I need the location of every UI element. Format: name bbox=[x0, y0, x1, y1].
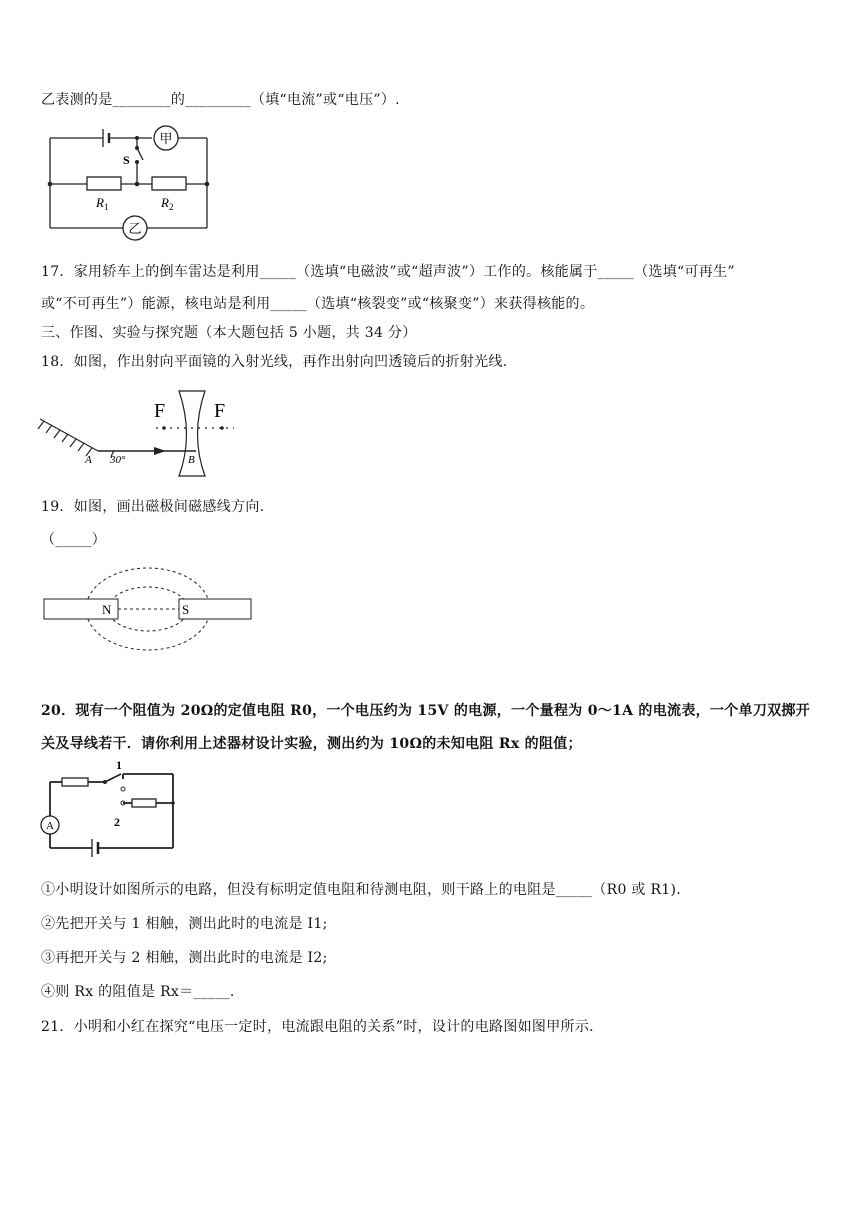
angle-label: 30° bbox=[110, 454, 126, 466]
step-1: ①小明设计如图所示的电路，但没有标明定值电阻和待测电阻，则干路上的电阻是_____（R0 或 R1). bbox=[41, 882, 682, 898]
ammeter-label: A bbox=[46, 820, 54, 832]
pole-n-label: N bbox=[102, 602, 112, 617]
q18-optics-diagram bbox=[38, 385, 248, 480]
terminal-1-label: 1 bbox=[116, 758, 122, 772]
step-3: ③再把开关与 2 相触，测出此时的电流是 I2; bbox=[41, 950, 328, 966]
step-4: ④则 Rx 的阻值是 Rx＝_____. bbox=[41, 984, 235, 1000]
q19-text: 19．如图，画出磁极间磁感线方向. bbox=[41, 499, 265, 515]
focus-right-label: F bbox=[214, 400, 226, 422]
q21-text: 21．小明和小红在探究“电压一定时，电流跟电阻的关系”时，设计的电路图如图甲所示. bbox=[41, 1019, 594, 1035]
terminal-2-label: 2 bbox=[114, 815, 120, 829]
meter-jia-label: 甲 bbox=[159, 131, 173, 146]
q20-line-1: 20．现有一个阻值为 20Ω的定值电阻 R0，一个电压约为 15V 的电源，一个量程为 0～1A 的电流表，一个单刀双掷开 bbox=[41, 703, 811, 719]
focus-left-label: F bbox=[154, 400, 166, 422]
q20-line-2: 关及导线若干．请你利用上述器材设计实验，测出约为 10Ω的未知电阻 Rx 的阻值； bbox=[41, 736, 582, 752]
q16-circuit-diagram bbox=[40, 118, 220, 243]
q17-line-1: 17．家用轿车上的倒车雷达是利用_____（选填“电磁波”或“超声波”）工作的。核能属于_____（选填“可再生” bbox=[41, 264, 735, 280]
point-b-label: B bbox=[188, 454, 195, 466]
pole-s-label: S bbox=[182, 602, 190, 617]
q16-text: 乙表测的是________的_________（填“电流”或“电压”）. bbox=[41, 92, 400, 108]
r2-label: $R_2$ bbox=[161, 195, 174, 212]
step-2: ②先把开关与 1 相触，测出此时的电流是 I1; bbox=[41, 916, 328, 932]
meter-yi-label: 乙 bbox=[128, 221, 142, 236]
q17-line-2: 或“不可再生”）能源，核电站是利用_____（选填“核裂变”或“核聚变”）来获得核能的。 bbox=[41, 296, 595, 312]
point-a-label: A bbox=[85, 454, 92, 466]
switch-s-label: S bbox=[123, 153, 130, 167]
q19-magnet-diagram bbox=[44, 562, 254, 662]
r1-label: $R_1$ bbox=[96, 195, 109, 212]
q19-answer-blank[interactable]: （_____） bbox=[41, 532, 107, 548]
section-3-heading: 三、作图、实验与探究题（本大题包括 5 小题，共 34 分） bbox=[41, 325, 417, 341]
q18-text: 18．如图，作出射向平面镜的入射光线，再作出射向凹透镜后的折射光线. bbox=[41, 354, 508, 370]
q20-circuit-diagram bbox=[36, 758, 186, 867]
